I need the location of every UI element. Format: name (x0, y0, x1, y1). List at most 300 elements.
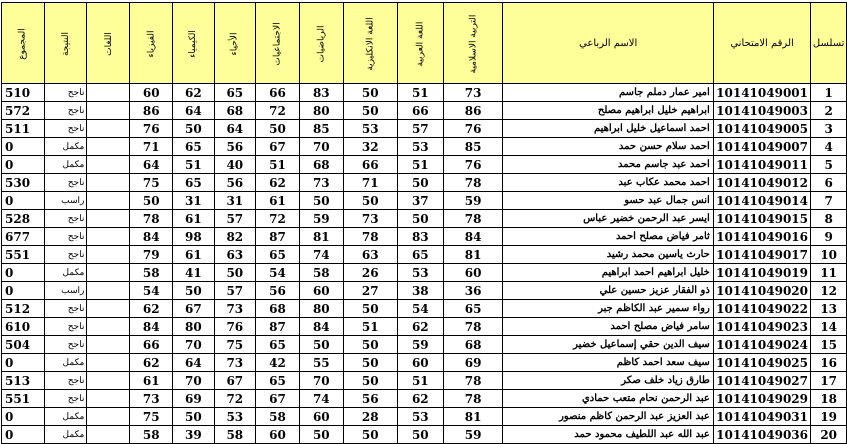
student-name-cell: احمد اسماعيل خليل ابراهيم (503, 120, 713, 138)
grade-cell: 76 (443, 156, 503, 174)
grade-cell: 42 (255, 354, 299, 372)
table-row (2, 390, 847, 408)
result-cell: مكمل (45, 408, 87, 426)
table-row (2, 354, 847, 372)
grade-cell: 64 (173, 354, 215, 372)
total-cell: 551 (2, 246, 45, 264)
languages-cell (87, 282, 130, 300)
result-cell: ناجح (45, 318, 87, 336)
header-subject-islamic (443, 3, 503, 84)
result-cell: ناجح (45, 210, 87, 228)
languages-cell (87, 156, 130, 174)
grade-cell: 53 (214, 408, 255, 426)
header-subject-biology (214, 3, 255, 84)
table-row (2, 282, 847, 300)
grade-cell: 65 (255, 372, 299, 390)
serial-cell: 7 (811, 192, 847, 210)
grade-cell: 62 (397, 390, 443, 408)
total-cell: 0 (2, 192, 45, 210)
header-subject-label: الأحياء (229, 32, 240, 55)
grade-cell: 69 (443, 354, 503, 372)
serial-cell: 11 (811, 264, 847, 282)
serial-cell: 20 (811, 426, 847, 444)
result-cell: ناجح (45, 300, 87, 318)
student-name-cell: سيف الدين حقي إسماعيل خضير (503, 336, 713, 354)
grade-cell: 59 (443, 426, 503, 444)
grade-cell: 41 (173, 264, 215, 282)
table-row (2, 408, 847, 426)
grade-cell: 65 (397, 246, 443, 264)
grade-cell: 51 (173, 156, 215, 174)
exam-number-cell: 10141049031 (713, 408, 811, 426)
header-subject-chemistry (173, 3, 215, 84)
exam-number-cell: 10141049019 (713, 264, 811, 282)
header-exam-number (713, 3, 811, 84)
grade-cell: 70 (300, 372, 343, 390)
grade-cell: 73 (443, 84, 503, 102)
result-cell: ناجح (45, 120, 87, 138)
grade-cell: 78 (443, 372, 503, 390)
student-name-cell: احمد سلام حسن حمد (503, 138, 713, 156)
result-cell: مكمل (45, 156, 87, 174)
exam-number-cell: 10141049036 (713, 426, 811, 444)
grade-cell: 68 (300, 156, 343, 174)
serial-cell: 19 (811, 408, 847, 426)
grade-cell: 59 (443, 192, 503, 210)
serial-cell: 13 (811, 300, 847, 318)
exam-number-cell: 10141049001 (713, 84, 811, 102)
languages-cell (87, 120, 130, 138)
grade-cell: 84 (130, 228, 173, 246)
table-row (2, 426, 847, 444)
grade-cell: 61 (173, 210, 215, 228)
header-subject-label: التربية الاسلامية (468, 14, 479, 73)
grade-cell: 72 (255, 210, 299, 228)
grade-cell: 72 (214, 390, 255, 408)
header-subject-arabic (397, 3, 443, 84)
languages-cell (87, 138, 130, 156)
grade-cell: 64 (173, 102, 215, 120)
grade-cell: 54 (397, 300, 443, 318)
header-languages (87, 3, 130, 84)
grade-cell: 63 (343, 246, 397, 264)
grade-cell: 65 (173, 174, 215, 192)
table-row (2, 372, 847, 390)
total-cell: 504 (2, 336, 45, 354)
languages-cell (87, 264, 130, 282)
student-name-cell: ابراهيم خليل ابراهيم مصلح (503, 102, 713, 120)
exam-number-cell: 10141049023 (713, 318, 811, 336)
grade-cell: 50 (130, 192, 173, 210)
grade-cell: 84 (300, 318, 343, 336)
grade-cell: 78 (443, 210, 503, 228)
exam-number-cell: 10141049017 (713, 246, 811, 264)
grade-cell: 50 (214, 264, 255, 282)
grade-cell: 40 (214, 156, 255, 174)
grade-cell: 60 (300, 282, 343, 300)
grade-cell: 50 (300, 336, 343, 354)
grade-cell: 65 (173, 138, 215, 156)
total-cell: 530 (2, 174, 45, 192)
result-cell: مكمل (45, 264, 87, 282)
grade-cell: 68 (255, 300, 299, 318)
grade-cell: 80 (300, 300, 343, 318)
grade-cell: 26 (343, 264, 397, 282)
grade-cell: 65 (255, 336, 299, 354)
grade-cell: 81 (443, 246, 503, 264)
grade-cell: 78 (343, 228, 397, 246)
grade-cell: 84 (443, 228, 503, 246)
header-subject-physics (130, 3, 173, 84)
grade-cell: 60 (130, 84, 173, 102)
header-subject-english (343, 3, 397, 84)
grade-cell: 57 (397, 120, 443, 138)
languages-cell (87, 210, 130, 228)
grade-cell: 50 (343, 372, 397, 390)
grade-cell: 61 (173, 246, 215, 264)
total-cell: 0 (2, 354, 45, 372)
exam-number-cell: 10141049005 (713, 120, 811, 138)
header-exam-number-label: الرقم الامتحاني (730, 37, 794, 49)
grade-cell: 85 (443, 138, 503, 156)
result-cell: ناجح (45, 228, 87, 246)
languages-cell (87, 354, 130, 372)
grade-cell: 65 (214, 84, 255, 102)
grade-cell: 76 (130, 120, 173, 138)
grade-cell: 65 (255, 246, 299, 264)
exam-number-cell: 10141049020 (713, 282, 811, 300)
table-row (2, 228, 847, 246)
grade-cell: 50 (343, 426, 397, 444)
grade-cell: 62 (130, 300, 173, 318)
grade-cell: 60 (255, 426, 299, 444)
student-name-cell: احمد محمد عكاب عبد (503, 174, 713, 192)
grade-cell: 50 (343, 192, 397, 210)
grade-cell: 78 (443, 174, 503, 192)
grade-cell: 63 (214, 246, 255, 264)
header-serial-label: تسلسل (812, 37, 845, 49)
grade-cell: 51 (255, 156, 299, 174)
serial-cell: 17 (811, 372, 847, 390)
serial-cell: 3 (811, 120, 847, 138)
grade-cell: 50 (343, 84, 397, 102)
grade-cell: 50 (255, 120, 299, 138)
grade-cell: 50 (173, 408, 215, 426)
header-subject-social (255, 3, 299, 84)
languages-cell (87, 390, 130, 408)
grade-cell: 87 (255, 318, 299, 336)
grade-cell: 50 (343, 102, 397, 120)
languages-cell (87, 228, 130, 246)
grade-cell: 62 (397, 318, 443, 336)
student-name-cell: ثامر فياض مصلح احمد (503, 228, 713, 246)
grade-cell: 81 (443, 408, 503, 426)
exam-number-cell: 10141049027 (713, 372, 811, 390)
header-subject-label: الكيمياء (188, 29, 199, 58)
grade-cell: 58 (214, 426, 255, 444)
languages-cell (87, 246, 130, 264)
grade-cell: 76 (214, 318, 255, 336)
languages-cell (87, 408, 130, 426)
grade-cell: 50 (397, 426, 443, 444)
grade-cell: 39 (173, 426, 215, 444)
grade-cell: 53 (343, 120, 397, 138)
grade-cell: 56 (214, 138, 255, 156)
table-row (2, 192, 847, 210)
student-name-cell: خليل ابراهيم احمد ابراهيم (503, 264, 713, 282)
grade-cell: 60 (300, 408, 343, 426)
grade-cell: 50 (343, 336, 397, 354)
grade-cell: 64 (130, 156, 173, 174)
grade-cell: 72 (255, 102, 299, 120)
grade-cell: 58 (300, 264, 343, 282)
exam-number-cell: 10141049024 (713, 336, 811, 354)
grade-cell: 67 (255, 138, 299, 156)
languages-cell (87, 426, 130, 444)
exam-number-cell: 10141049022 (713, 300, 811, 318)
grade-cell: 55 (300, 354, 343, 372)
grade-cell: 60 (443, 264, 503, 282)
grade-cell: 75 (214, 336, 255, 354)
grade-cell: 76 (443, 120, 503, 138)
exam-number-cell: 10141049025 (713, 354, 811, 372)
languages-cell (87, 84, 130, 102)
serial-cell: 16 (811, 354, 847, 372)
grade-cell: 83 (300, 84, 343, 102)
grade-cell: 82 (214, 228, 255, 246)
total-cell: 551 (2, 390, 45, 408)
grade-cell: 79 (130, 246, 173, 264)
student-name-cell: ايسر عبد الرحمن خضير عباس (503, 210, 713, 228)
header-languages-label: اللغات (103, 31, 114, 56)
grade-cell: 51 (397, 84, 443, 102)
header-result (45, 3, 87, 84)
grade-cell: 80 (300, 102, 343, 120)
grade-cell: 59 (397, 336, 443, 354)
grade-cell: 71 (343, 174, 397, 192)
table-row (2, 84, 847, 102)
languages-cell (87, 300, 130, 318)
grade-cell: 75 (130, 174, 173, 192)
exam-number-cell: 10141049012 (713, 174, 811, 192)
grade-cell: 87 (255, 228, 299, 246)
total-cell: 572 (2, 102, 45, 120)
header-subject-label: اللغة الانكليزية (365, 16, 376, 71)
grade-cell: 50 (173, 282, 215, 300)
grade-cell: 74 (300, 246, 343, 264)
grade-cell: 50 (300, 192, 343, 210)
serial-cell: 14 (811, 318, 847, 336)
header-full-name (503, 3, 713, 84)
grade-cell: 62 (173, 84, 215, 102)
results-table (1, 2, 847, 444)
languages-cell (87, 174, 130, 192)
grade-cell: 66 (343, 156, 397, 174)
serial-cell: 12 (811, 282, 847, 300)
result-cell: ناجح (45, 246, 87, 264)
student-name-cell: حارث ياسين محمد رشيد (503, 246, 713, 264)
grade-cell: 59 (300, 210, 343, 228)
table-row (2, 318, 847, 336)
result-cell: ناجح (45, 102, 87, 120)
student-name-cell: عبد العزيز عبد الرحمن كاظم منصور (503, 408, 713, 426)
student-name-cell: عبد الله عبد اللطيف محمود حمد (503, 426, 713, 444)
grade-cell: 67 (255, 390, 299, 408)
student-name-cell: طارق زياد خلف صكر (503, 372, 713, 390)
grade-cell: 84 (130, 318, 173, 336)
grade-cell: 51 (397, 372, 443, 390)
result-cell: ناجح (45, 174, 87, 192)
grade-cell: 83 (397, 228, 443, 246)
grade-cell: 73 (343, 210, 397, 228)
result-cell: راسب (45, 192, 87, 210)
total-cell: 0 (2, 282, 45, 300)
grade-cell: 73 (130, 390, 173, 408)
languages-cell (87, 102, 130, 120)
header-subject-label: الرياضيات (316, 24, 327, 63)
total-cell: 0 (2, 408, 45, 426)
serial-cell: 10 (811, 246, 847, 264)
header-full-name-label: الاسم الرباعي (579, 37, 638, 49)
grade-cell: 58 (130, 264, 173, 282)
student-name-cell: امير عمار دملم جاسم (503, 84, 713, 102)
result-cell: مكمل (45, 354, 87, 372)
grade-cell: 67 (173, 300, 215, 318)
header-total-label: المجموع (18, 27, 29, 60)
grade-cell: 54 (130, 282, 173, 300)
header-subject-label: الاجتماعيات (272, 21, 283, 66)
total-cell: 513 (2, 372, 45, 390)
exam-number-cell: 10141049003 (713, 102, 811, 120)
header-subject-label: اللغة العربية (415, 21, 426, 66)
table-row (2, 102, 847, 120)
serial-cell: 1 (811, 84, 847, 102)
serial-cell: 8 (811, 210, 847, 228)
table-row (2, 156, 847, 174)
grade-cell: 50 (397, 210, 443, 228)
result-cell: ناجح (45, 372, 87, 390)
grade-cell: 73 (214, 300, 255, 318)
grade-cell: 57 (214, 210, 255, 228)
grade-cell: 53 (397, 408, 443, 426)
grade-cell: 51 (397, 156, 443, 174)
serial-cell: 18 (811, 390, 847, 408)
grade-cell: 37 (397, 192, 443, 210)
header-subject-label: الفيزياء (146, 30, 157, 57)
table-row (2, 264, 847, 282)
table-row (2, 138, 847, 156)
grade-cell: 56 (255, 282, 299, 300)
grade-cell: 86 (443, 102, 503, 120)
exam-number-cell: 10141049016 (713, 228, 811, 246)
header-total (2, 3, 45, 84)
grade-cell: 80 (173, 318, 215, 336)
serial-cell: 15 (811, 336, 847, 354)
grade-cell: 62 (130, 354, 173, 372)
languages-cell (87, 372, 130, 390)
grade-cell: 73 (300, 174, 343, 192)
grade-cell: 70 (173, 336, 215, 354)
student-name-cell: سيف سعد احمد كاظم (503, 354, 713, 372)
header-result-label: النتيجة (60, 31, 71, 56)
grade-cell: 54 (255, 264, 299, 282)
grade-cell: 57 (214, 282, 255, 300)
result-cell: مكمل (45, 426, 87, 444)
serial-cell: 9 (811, 228, 847, 246)
grade-cell: 50 (343, 354, 397, 372)
student-name-cell: ذو الفقار عزيز حسين علي (503, 282, 713, 300)
grade-cell: 50 (397, 174, 443, 192)
grade-cell: 70 (173, 372, 215, 390)
student-name-cell: احمد عبد جاسم محمد (503, 156, 713, 174)
grade-cell: 64 (214, 120, 255, 138)
grade-cell: 67 (214, 372, 255, 390)
result-cell: راسب (45, 282, 87, 300)
exam-number-cell: 10141049014 (713, 192, 811, 210)
grade-cell: 58 (255, 408, 299, 426)
grade-cell: 74 (300, 390, 343, 408)
total-cell: 677 (2, 228, 45, 246)
serial-cell: 5 (811, 156, 847, 174)
total-cell: 510 (2, 84, 45, 102)
exam-number-cell: 10141049015 (713, 210, 811, 228)
table-row (2, 336, 847, 354)
languages-cell (87, 318, 130, 336)
grade-cell: 81 (300, 228, 343, 246)
table-row (2, 300, 847, 318)
languages-cell (87, 192, 130, 210)
grade-cell: 61 (255, 192, 299, 210)
exam-number-cell: 10141049007 (713, 138, 811, 156)
grade-cell: 56 (214, 174, 255, 192)
student-name-cell: انس جمال عبد حسو (503, 192, 713, 210)
total-cell: 511 (2, 120, 45, 138)
grade-cell: 78 (130, 210, 173, 228)
table-row (2, 210, 847, 228)
table-row (2, 174, 847, 192)
student-name-cell: سامر فياض مصلح احمد (503, 318, 713, 336)
serial-cell: 2 (811, 102, 847, 120)
languages-cell (87, 336, 130, 354)
grade-cell: 62 (255, 174, 299, 192)
total-cell: 0 (2, 138, 45, 156)
total-cell: 610 (2, 318, 45, 336)
total-cell: 0 (2, 156, 45, 174)
total-cell: 512 (2, 300, 45, 318)
grade-cell: 53 (397, 264, 443, 282)
grade-cell: 78 (443, 390, 503, 408)
grade-cell: 32 (343, 138, 397, 156)
grade-cell: 31 (173, 192, 215, 210)
grade-cell: 98 (173, 228, 215, 246)
grade-cell: 66 (397, 102, 443, 120)
total-cell: 528 (2, 210, 45, 228)
grade-cell: 38 (397, 282, 443, 300)
header-subject-math (300, 3, 343, 84)
grade-cell: 31 (214, 192, 255, 210)
result-cell: ناجح (45, 390, 87, 408)
grade-cell: 85 (300, 120, 343, 138)
header-row (2, 3, 847, 84)
grade-cell: 68 (443, 336, 503, 354)
table-row (2, 120, 847, 138)
student-name-cell: رواء سمير عبد الكاظم جبر (503, 300, 713, 318)
grade-cell: 51 (343, 318, 397, 336)
grade-cell: 66 (255, 84, 299, 102)
grade-cell: 73 (214, 354, 255, 372)
total-cell: 0 (2, 426, 45, 444)
grade-cell: 50 (173, 120, 215, 138)
